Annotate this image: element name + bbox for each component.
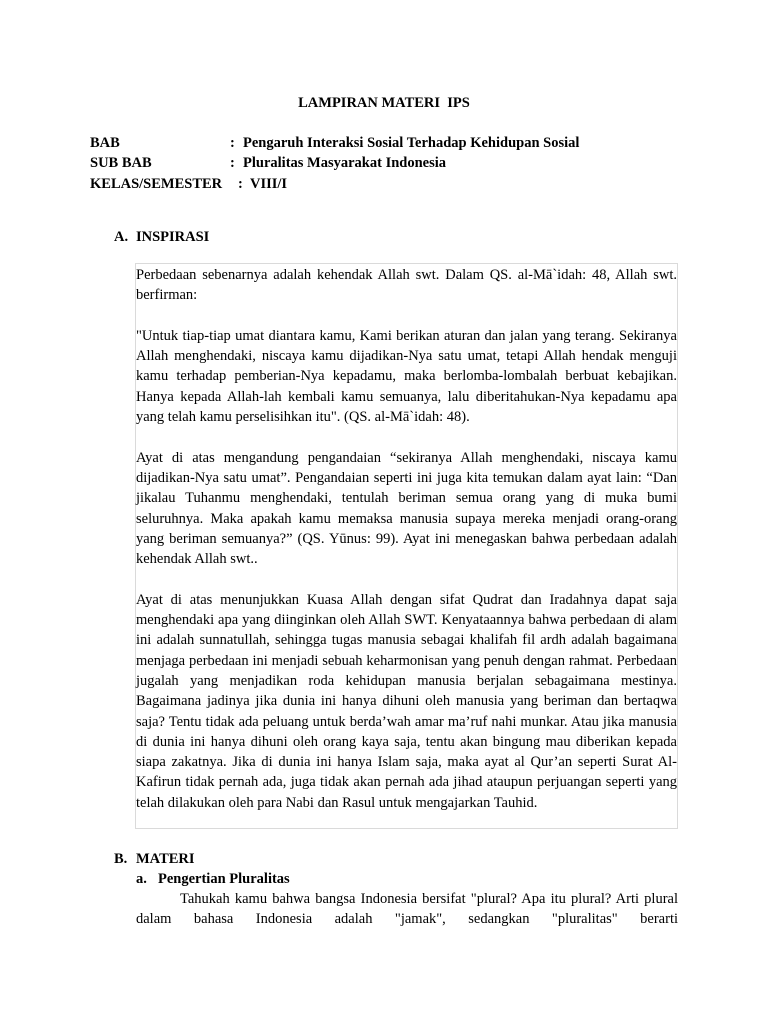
subsection-label: Pengertian Pluralitas	[158, 871, 290, 887]
inspirasi-box	[135, 263, 678, 829]
section-heading-materi	[114, 849, 195, 869]
meta-key: KELAS/SEMESTER	[90, 175, 223, 192]
page-title: LAMPIRAN MATERI IPS	[298, 95, 470, 111]
meta-value: Pluralitas Masyarakat Indonesia	[243, 155, 447, 172]
section-number: B.	[114, 851, 128, 867]
inspirasi-paragraph: Perbedaan sebenarnya adalah kehendak Allah swt. Dalam QS. al-Mā`idah: 48, Allah swt. berfirman:	[136, 267, 677, 304]
subsection-number: a.	[136, 871, 147, 887]
section-number: A.	[114, 229, 129, 245]
meta-row-sub-bab	[90, 153, 690, 173]
meta-colon: :	[230, 135, 235, 151]
subsection-heading-pengertian	[136, 869, 290, 889]
section-label: INSPIRASI	[136, 229, 210, 245]
inspirasi-paragraph: Ayat di atas mengandung pengandaian “sekiranya Allah menghendaki, niscaya kamu dijadikan-Nya satu umat”. Pengandaian seperti ini juga kita temukan dalam ayat lain: “Dan jikalau Tuhanmu menghendaki, tentulah beriman semua orang yang di muka bumi seluruhnya. Maka apakah kamu memaksa manusia supaya mereka menjadi orang-orang yang beriman semuanya?” (QS. Yūnus: 99). Ayat ini menegaskan bahwa perbedaan adalah kehendak Allah swt..	[136, 449, 677, 568]
materi-paragraph: Tahukah kamu bahwa bangsa Indonesia bersifat "plural? Apa itu plural? Arti plural dalam bahasa Indonesia adalah "jamak", sedangkan "pluralitas" berarti	[136, 891, 678, 928]
meta-colon: :	[230, 155, 235, 172]
inspirasi-paragraph: "Untuk tiap-tiap umat diantara kamu, Kami berikan aturan dan jalan yang terang. Sekiranya Allah menghendaki, niscaya kamu dijadikan-Nya satu umat, tetapi Allah hendak menguji kamu terhadap pemberian-Nya kepadamu, maka berlomba-lombalah berbuat kebajikan. Hanya kepada Allah-lah kembali kamu semuanya, lalu diberitahukan-Nya kepadamu apa yang telah kamu perselisihkan itu". (QS. al-Mā`idah: 48).	[136, 327, 677, 426]
meta-value: Pengaruh Interaksi Sosial Terhadap Kehidupan Sosial	[243, 135, 580, 151]
meta-key: BAB	[90, 135, 120, 151]
meta-row-bab	[90, 133, 690, 153]
document-meta	[90, 133, 690, 194]
meta-key: SUB BAB	[90, 155, 152, 172]
meta-value: VIII/I	[250, 175, 288, 192]
meta-colon: :	[238, 175, 243, 192]
section-heading-inspirasi	[114, 227, 209, 247]
section-label: MATERI	[136, 851, 195, 867]
meta-row-kelas-semester	[90, 174, 690, 194]
inspirasi-paragraph: Ayat di atas menunjukkan Kuasa Allah dengan sifat Qudrat dan Iradahnya dapat saja menghendaki apa yang diinginkan oleh Allah SWT. Kenyataannya bahwa perbedaan di alam ini adalah sunnatullah, sehingga tugas manusia sebagai khalifah fil ardh adalah bagaimana menjaga perbedaan ini menjadi sebuah keharmonisan yang penuh dengan rahmat. Perbedaan jugalah yang menjadikan roda kehidupan manusia berjalan sebagaimana mestinya. Bagaimana jadinya jika dunia ini hanya dihuni oleh manusia yang beriman dan bertaqwa saja? Tentu tidak ada peluang untuk berda’wah amar ma’ruf nahi munkar. Atau jika manusia di dunia ini hanya dihuni oleh orang kaya saja, tentu akan bingung mau diberikan kepada siapa zakatnya. Jika di dunia ini hanya Islam saja, maka ayat al Qur’an seperti Surat Al-Kafirun tidak pernah ada, juga tidak akan pernah ada jihad ataupun perjuangan seperti yang telah dilakukan oleh para Nabi dan Rasul untuk mengajarkan Tauhid.	[136, 591, 677, 811]
